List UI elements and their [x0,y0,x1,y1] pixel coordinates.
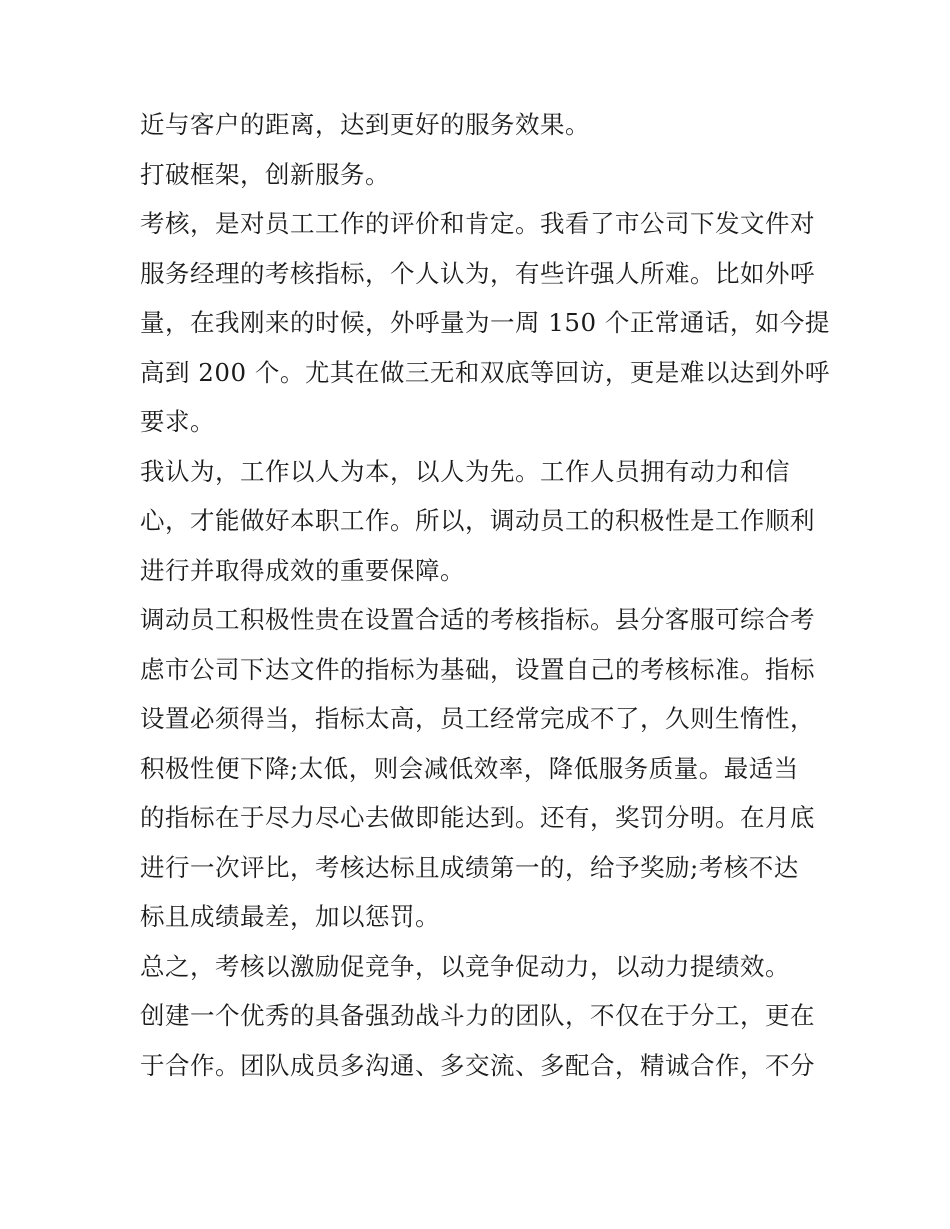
paragraph-7 [140,991,820,1090]
text-line: 创建一个优秀的具备强劲战斗力的团队，不仅在于分工，更在 [140,1001,815,1030]
paragraph-4 [140,447,820,596]
text-line: 标且成绩最差，加以惩罚。 [140,902,440,931]
text-line: 进行并取得成效的重要保障。 [140,555,465,585]
text-line: 高到 200 个。尤其在做三无和双底等回访，更是难以达到外呼 [140,357,830,387]
text-line: 我认为，工作以人为本，以人为先。工作人员拥有动力和信 [140,456,790,486]
text-line: 要求。 [140,407,215,436]
text-line: 心，才能做好本职工作。所以，调动员工的积极性是工作顺利 [140,506,815,535]
paragraph-6 [140,942,820,992]
text-line: 总之，考核以激励促竞争，以竞争促动力，以动力提绩效。 [140,951,790,981]
text-line: 设置必须得当，指标太高，员工经常完成不了，久则生惰性， [140,704,815,733]
document-body [140,100,830,1090]
paragraph-3 [140,199,830,447]
paragraph-2 [140,150,820,200]
text-line: 进行一次评比，考核达标且成绩第一的，给予奖励;考核不达 [140,852,799,882]
text-line: 打破框架，创新服务。 [140,159,390,189]
text-line: 近与客户的距离，达到更好的服务效果。 [140,110,590,139]
text-line: 虑市公司下达文件的指标为基础，设置自己的考核标准。指标 [140,654,815,684]
text-line: 的指标在于尽力尽心去做即能达到。还有，奖罚分明。在月底 [140,803,815,832]
text-line: 调动员工积极性贵在设置合适的考核指标。县分客服可综合考 [140,605,815,634]
paragraph-1 [140,100,820,150]
text-line: 积极性便下降;太低，则会减低效率，降低服务质量。最适当 [140,753,799,783]
text-line: 量，在我刚来的时候，外呼量为一周 150 个正常通话，如今提 [140,308,830,337]
text-line: 考核，是对员工工作的评价和肯定。我看了市公司下发文件对 [140,209,815,238]
text-line: 于合作。团队成员多沟通、多交流、多配合，精诚合作，不分 [140,1050,815,1080]
text-line: 服务经理的考核指标，个人认为，有些许强人所难。比如外呼 [140,258,815,288]
paragraph-5 [140,595,820,942]
